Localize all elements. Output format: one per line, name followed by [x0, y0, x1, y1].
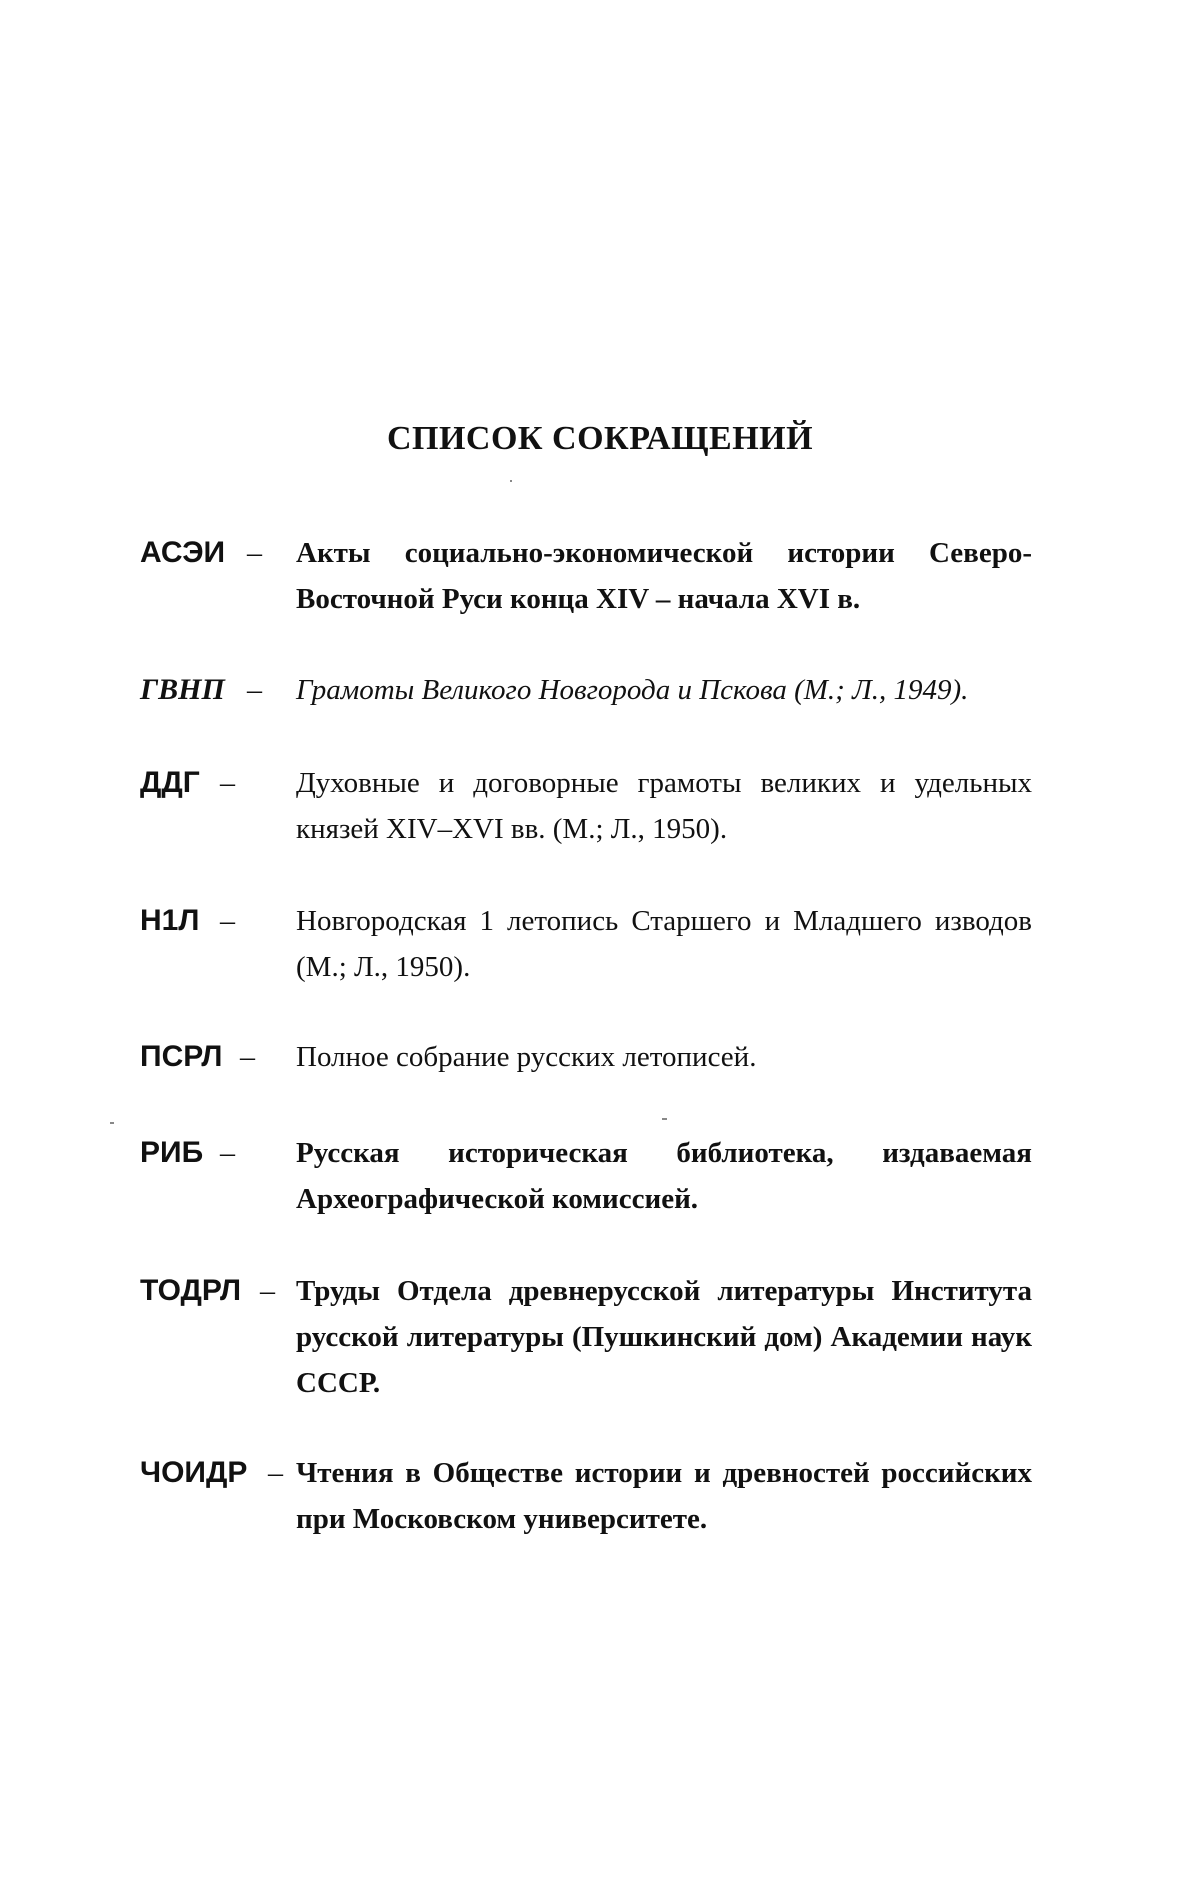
scan-speck [510, 480, 512, 482]
page-title: СПИСОК СОКРАЩЕНИЙ [0, 420, 1200, 458]
dash: – [268, 1450, 283, 1496]
abbreviation: РИБ [140, 1130, 203, 1176]
abbreviation: ПСРЛ [140, 1034, 222, 1080]
abbreviation-definition: Полное собрание русских летописей. [296, 1034, 1032, 1080]
dash: – [220, 760, 235, 806]
dash: – [220, 1130, 235, 1176]
abbreviation: АСЭИ [140, 530, 225, 576]
document-page [0, 0, 1200, 1901]
abbreviation: ДДГ [140, 760, 200, 806]
abbreviation-definition: Чтения в Обществе истории и древностей российских при Московском университете. [296, 1450, 1032, 1542]
dash: – [260, 1268, 275, 1314]
abbreviation: ГВНП [140, 667, 225, 713]
scan-speck [110, 1122, 114, 1124]
abbreviation-definition: Грамоты Великого Новгорода и Пскова (М.; Л., 1949). [296, 667, 1032, 713]
scan-speck [662, 1118, 667, 1120]
dash: – [247, 667, 262, 713]
abbreviation-definition: Акты социально-экономической истории Северо-Восточной Руси конца XIV – начала XVI в. [296, 530, 1032, 622]
abbreviation-definition: Новгородская 1 летопись Старшего и Младшего изводов (М.; Л., 1950). [296, 898, 1032, 990]
abbreviation: ТОДРЛ [140, 1268, 241, 1314]
abbreviation-definition: Духовные и договорные грамоты великих и удельных князей XIV–XVI вв. (М.; Л., 1950). [296, 760, 1032, 852]
abbreviation: Н1Л [140, 898, 199, 944]
dash: – [240, 1034, 255, 1080]
dash: – [220, 898, 235, 944]
dash: – [247, 530, 262, 576]
abbreviation: ЧОИДР [140, 1450, 247, 1496]
abbreviation-definition: Русская историческая библиотека, издаваемая Археографической комиссией. [296, 1130, 1032, 1222]
abbreviation-definition: Труды Отдела древнерусской литературы Института русской литературы (Пушкинский дом) Академии наук СССР. [296, 1268, 1032, 1406]
